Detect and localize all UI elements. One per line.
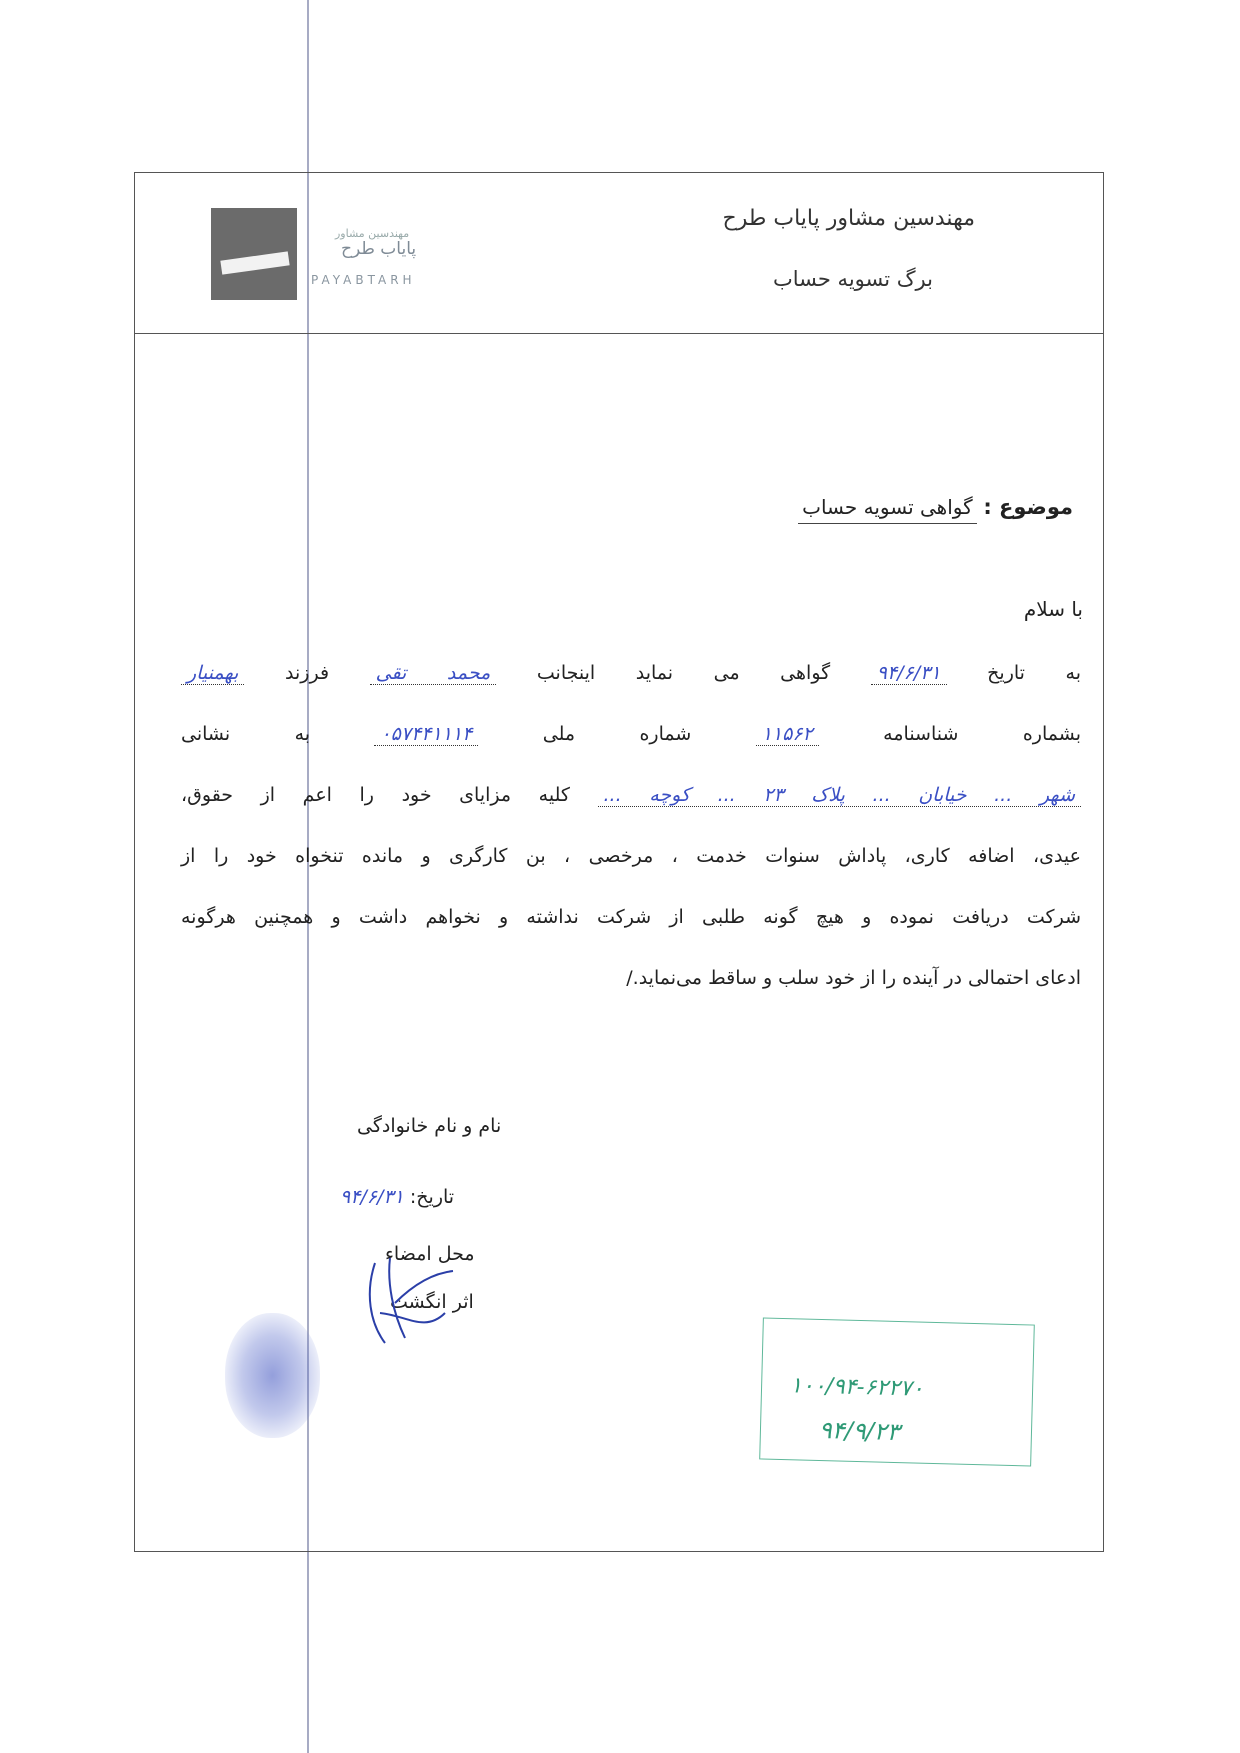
text-certify: گواهی می نماید اینجانب [536,662,831,684]
greeting: با سلام [1023,597,1083,621]
date-fill: ۹۴/۶/۳۱ [871,662,947,685]
form-title: برگ تسویه حساب [773,267,933,291]
body-line-6: ادعای احتمالی در آینده را از خود سلب و ساقط می‌نماید./ [626,967,1081,989]
stamp-number: ۱۰۰/۹۴-۶۲۲۷۰ [789,1373,924,1402]
stamp-date: ۹۴/۹/۲۳ [818,1415,900,1447]
text-national-label: شماره ملی [542,723,692,745]
subject-line [798,495,1073,519]
logo-stripe [220,251,289,274]
body-line-5: شرکت دریافت نموده و هیچ گونه طلبی از شرکت نداشته و نخواهم داشت و همچنین هرگونه [181,906,1081,928]
body-line-1 [181,643,1081,704]
father-fill: بهمنیار [181,662,244,685]
date-value: ۹۴/۶/۳۱ [340,1186,404,1208]
national-id-fill: ۰۵۷۴۴۱۱۱۴ [374,723,478,746]
text-id-label: بشماره شناسنامه [883,723,1081,745]
logo-text-fa: پایاب طرح [341,239,417,259]
logo-text-en: PAYABTARH [311,273,416,287]
body-line-2 [181,704,1081,765]
document-frame [134,172,1104,1552]
letter-body [181,643,1081,1009]
body-line-4: عیدی، اضافه کاری، پاداش سنوات خدمت ، مرخصی ، بن کارگری و مانده تنخواه خود را از [181,845,1081,867]
text-child-of: فرزند [285,662,330,684]
logo-text-small: مهندسین مشاور [335,227,410,240]
signature-label: محل امضاء [385,1243,475,1265]
address-fill: شهر ... خیابان ... پلاک ۲۳ ... کوچه ... [598,784,1081,807]
id-fill: ۱۱۵۶۲ [756,723,819,746]
text-benefits: کلیه مزایای خود را اعم از حقوق، [181,784,570,806]
text-address-label: به نشانی [181,723,311,745]
fingerprint-label: اثر انگشت [390,1291,474,1313]
signature-mark [335,1243,465,1363]
date-label-text: تاریخ: [409,1186,455,1208]
company-name: مهندسین مشاور پایاب طرح [722,206,975,231]
name-fill: محمد تقی [370,662,497,685]
company-logo [211,208,297,300]
text-date-label: به تاریخ [987,662,1081,684]
received-stamp [759,1317,1035,1466]
name-label: نام و نام خانوادگی [357,1115,502,1137]
subject-label: موضوع : [983,495,1073,519]
body-line-3 [181,765,1081,826]
fingerprint-mark [225,1313,320,1438]
header-divider [135,333,1103,334]
date-label [340,1186,454,1208]
subject-value: گواهی تسویه حساب [798,495,977,524]
